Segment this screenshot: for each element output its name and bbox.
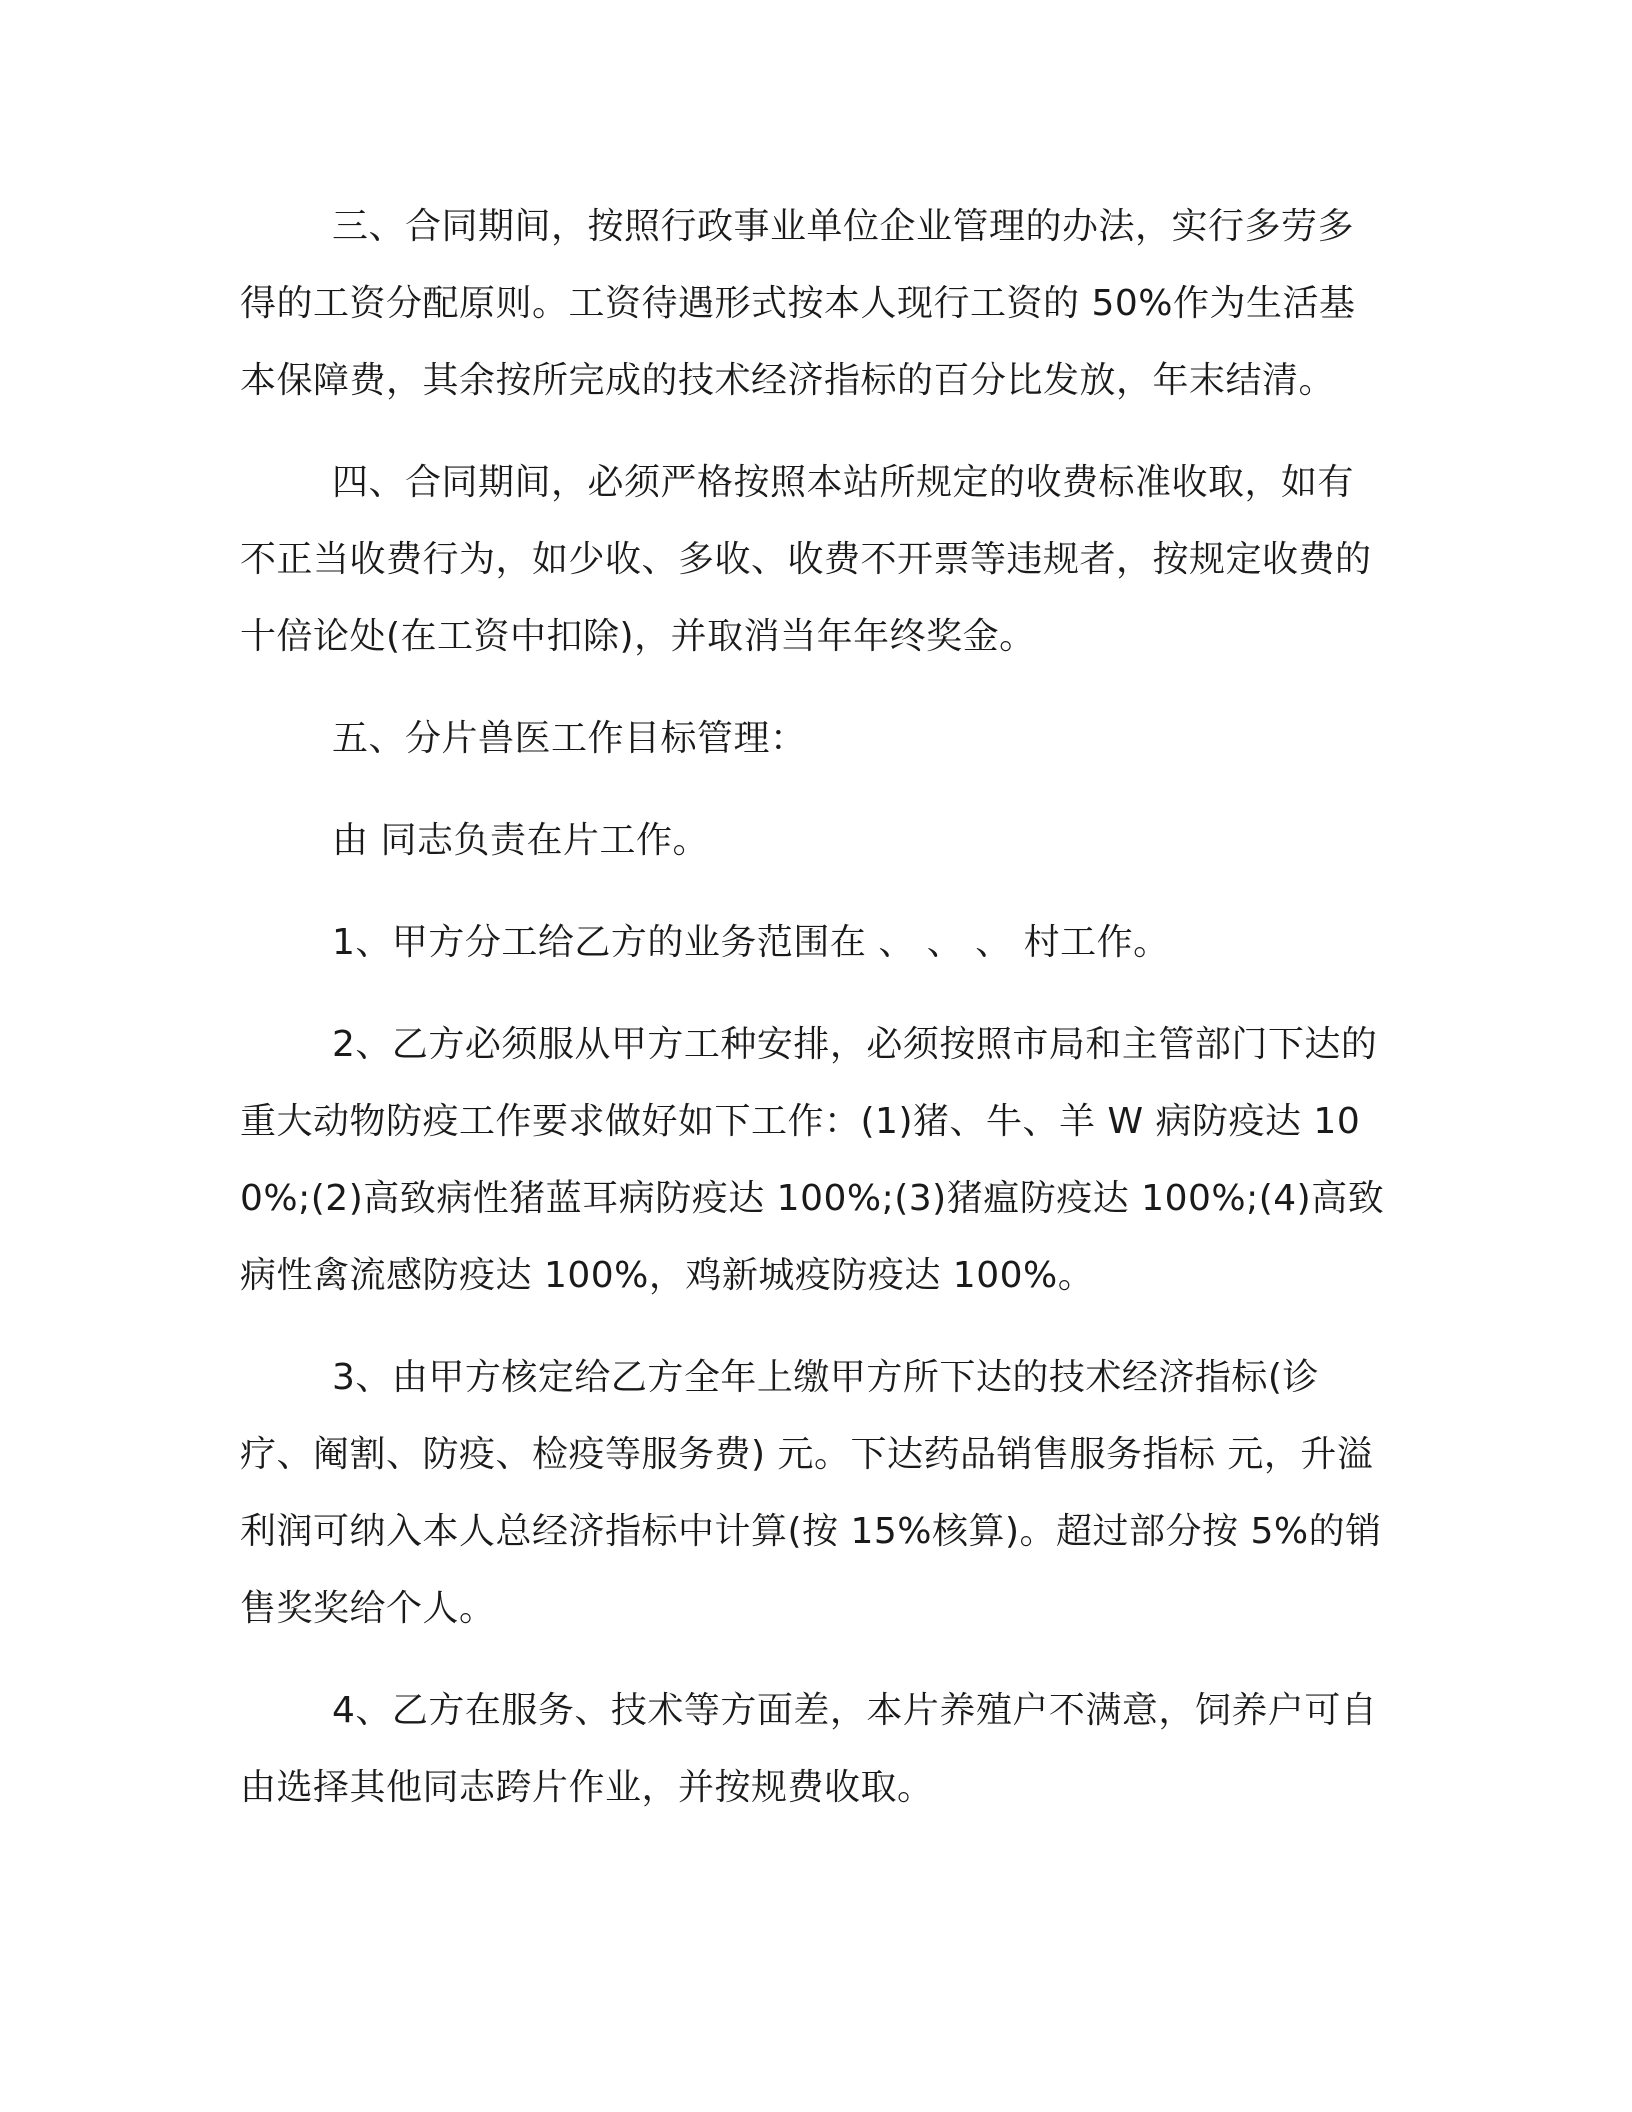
- responsible-person-paragraph: 由 同志负责在片工作。: [332, 820, 709, 861]
- item-4-paragraph: 4、乙方在服务、技术等方面差，本片养殖户不满意，饲养户可自由选择其他同志跨片作业，并按规费收取。: [240, 1690, 1378, 1808]
- clause-4-paragraph: 四、合同期间，必须严格按照本站所规定的收费标准收取，如有不正当收费行为，如少收、多收、收费不开票等违规者，按规定收费的十倍论处(在工资中扣除)，并取消当年年终奖金。: [240, 462, 1372, 657]
- item-2-paragraph: 2、乙方必须服从甲方工种安排，必须按照市局和主管部门下达的重大动物防疫工作要求做好如下工作：(1)猪、牛、羊 W 病防疫达 100%;(2)高致病性猪蓝耳病防疫达 100%;(3)猪瘟防疫达 100%;(4)高致病性禽流感防疫达 100%，鸡新城疫防疫达 100%。: [240, 1024, 1385, 1296]
- clause-5-heading: 五、分片兽医工作目标管理：: [332, 718, 807, 759]
- item-1-paragraph: 1、甲方分工给乙方的业务范围在 、 、 、 村工作。: [332, 922, 1170, 963]
- document-body: [240, 188, 1390, 1851]
- clause-3-paragraph: 三、合同期间，按照行政事业单位企业管理的办法，实行多劳多得的工资分配原则。工资待遇形式按本人现行工资的 50%作为生活基本保障费，其余按所完成的技术经济指标的百分比发放，年末结清。: [240, 206, 1356, 401]
- item-3-paragraph: 3、由甲方核定给乙方全年上缴甲方所下达的技术经济指标(诊疗、阉割、防疫、检疫等服务费) 元。下达药品销售服务指标 元，升溢利润可纳入本人总经济指标中计算(按 15%核算)。超过部分按 5%的销售奖奖给个人。: [240, 1357, 1382, 1629]
